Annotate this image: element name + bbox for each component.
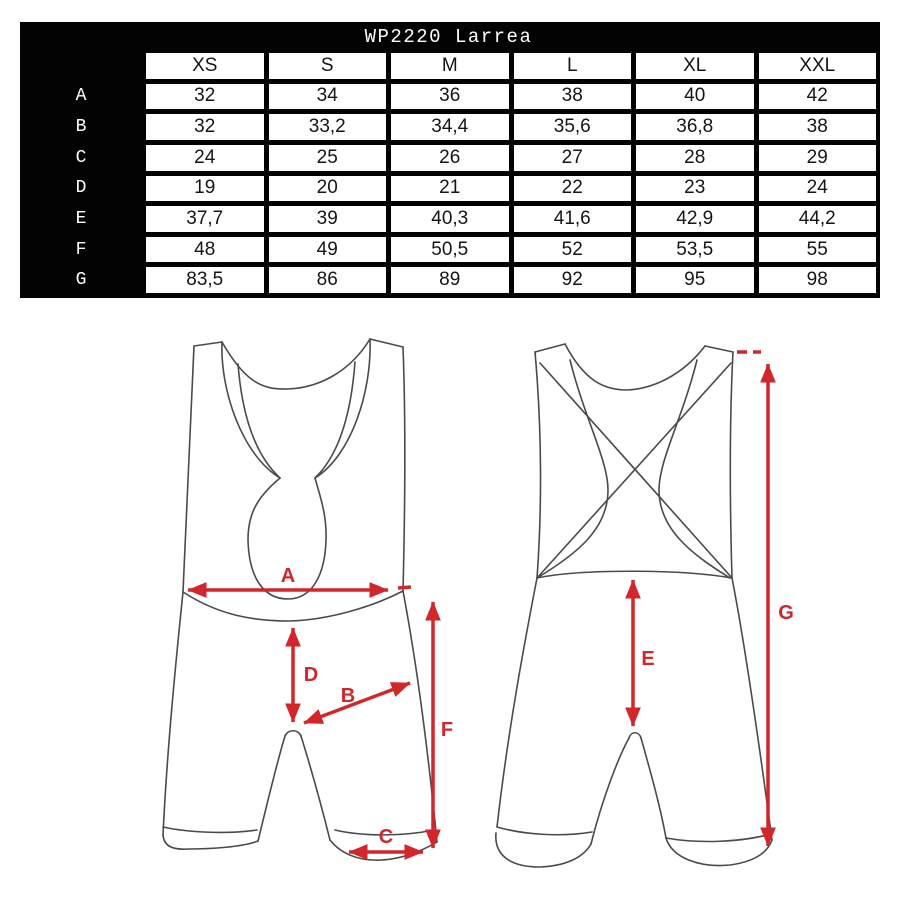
back-measure-labels xyxy=(641,602,793,670)
size-value-cell: 53,5 xyxy=(635,236,755,264)
column-header-xs: XS xyxy=(145,52,265,80)
measure-arrow-b xyxy=(304,683,410,723)
column-header-xl: XL xyxy=(635,52,755,80)
size-chart-panel xyxy=(20,22,880,298)
size-value-cell: 36,8 xyxy=(635,113,755,141)
measure-label-f: F xyxy=(440,719,454,741)
size-value-cell: 21 xyxy=(390,175,510,203)
column-header-xxl: XXL xyxy=(758,52,878,80)
extension-dash xyxy=(398,587,411,588)
size-value-cell: 40,3 xyxy=(390,205,510,233)
row-label-f: F xyxy=(75,239,87,260)
size-value-cell: 95 xyxy=(635,266,755,294)
size-value-cell: 37,7 xyxy=(145,205,265,233)
size-value-cell: 49 xyxy=(268,236,388,264)
size-value-cell: 38 xyxy=(513,83,633,111)
size-value-cell: 36 xyxy=(390,83,510,111)
front-garment-outline xyxy=(163,339,437,860)
size-value-cell: 32 xyxy=(145,113,265,141)
column-header-s: S xyxy=(268,52,388,80)
measure-label-e: E xyxy=(641,648,655,670)
size-value-cell: 23 xyxy=(635,175,755,203)
back-view-drawing xyxy=(480,330,830,890)
size-table xyxy=(20,52,877,294)
size-chart-title: WP2220 Larrea xyxy=(364,26,533,48)
size-value-cell: 39 xyxy=(268,205,388,233)
measure-label-c: C xyxy=(378,826,394,848)
size-value-cell: 52 xyxy=(513,236,633,264)
measure-label-a: A xyxy=(280,565,296,587)
size-value-cell: 22 xyxy=(513,175,633,203)
size-value-cell: 41,6 xyxy=(513,205,633,233)
size-value-cell: 33,2 xyxy=(268,113,388,141)
size-value-cell: 38 xyxy=(758,113,878,141)
size-value-cell: 89 xyxy=(390,266,510,294)
size-value-cell: 50,5 xyxy=(390,236,510,264)
size-value-cell: 98 xyxy=(758,266,878,294)
size-value-cell: 25 xyxy=(268,144,388,172)
size-value-cell: 24 xyxy=(758,175,878,203)
size-value-cell: 24 xyxy=(145,144,265,172)
front-view-drawing xyxy=(150,330,480,890)
size-value-cell: 44,2 xyxy=(758,205,878,233)
size-value-cell: 34,4 xyxy=(390,113,510,141)
row-label-c: C xyxy=(75,147,87,168)
size-value-cell: 40 xyxy=(635,83,755,111)
row-label-g: G xyxy=(75,270,87,291)
measure-label-d: D xyxy=(303,664,319,686)
size-value-cell: 20 xyxy=(268,175,388,203)
size-value-cell: 42 xyxy=(758,83,878,111)
size-value-cell: 42,9 xyxy=(635,205,755,233)
row-label-a: A xyxy=(75,86,87,107)
front-measure-arrows xyxy=(188,587,433,852)
size-value-cell: 19 xyxy=(145,175,265,203)
column-header-m: M xyxy=(390,52,510,80)
measure-label-b: B xyxy=(340,685,356,707)
row-label-b: B xyxy=(75,117,87,138)
column-header-l: L xyxy=(513,52,633,80)
size-value-cell: 35,6 xyxy=(513,113,633,141)
row-label-e: E xyxy=(75,208,87,229)
back-measure-arrows xyxy=(633,352,768,846)
size-value-cell: 29 xyxy=(758,144,878,172)
size-value-cell: 55 xyxy=(758,236,878,264)
size-value-cell: 28 xyxy=(635,144,755,172)
size-value-cell: 48 xyxy=(145,236,265,264)
corner-cell xyxy=(20,52,142,80)
size-value-cell: 34 xyxy=(268,83,388,111)
front-measure-labels xyxy=(281,565,453,848)
size-value-cell: 27 xyxy=(513,144,633,172)
size-value-cell: 92 xyxy=(513,266,633,294)
size-value-cell: 86 xyxy=(268,266,388,294)
size-value-cell: 26 xyxy=(390,144,510,172)
size-value-cell: 32 xyxy=(145,83,265,111)
row-label-d: D xyxy=(75,178,87,199)
measure-label-g: G xyxy=(778,602,794,624)
size-value-cell: 83,5 xyxy=(145,266,265,294)
